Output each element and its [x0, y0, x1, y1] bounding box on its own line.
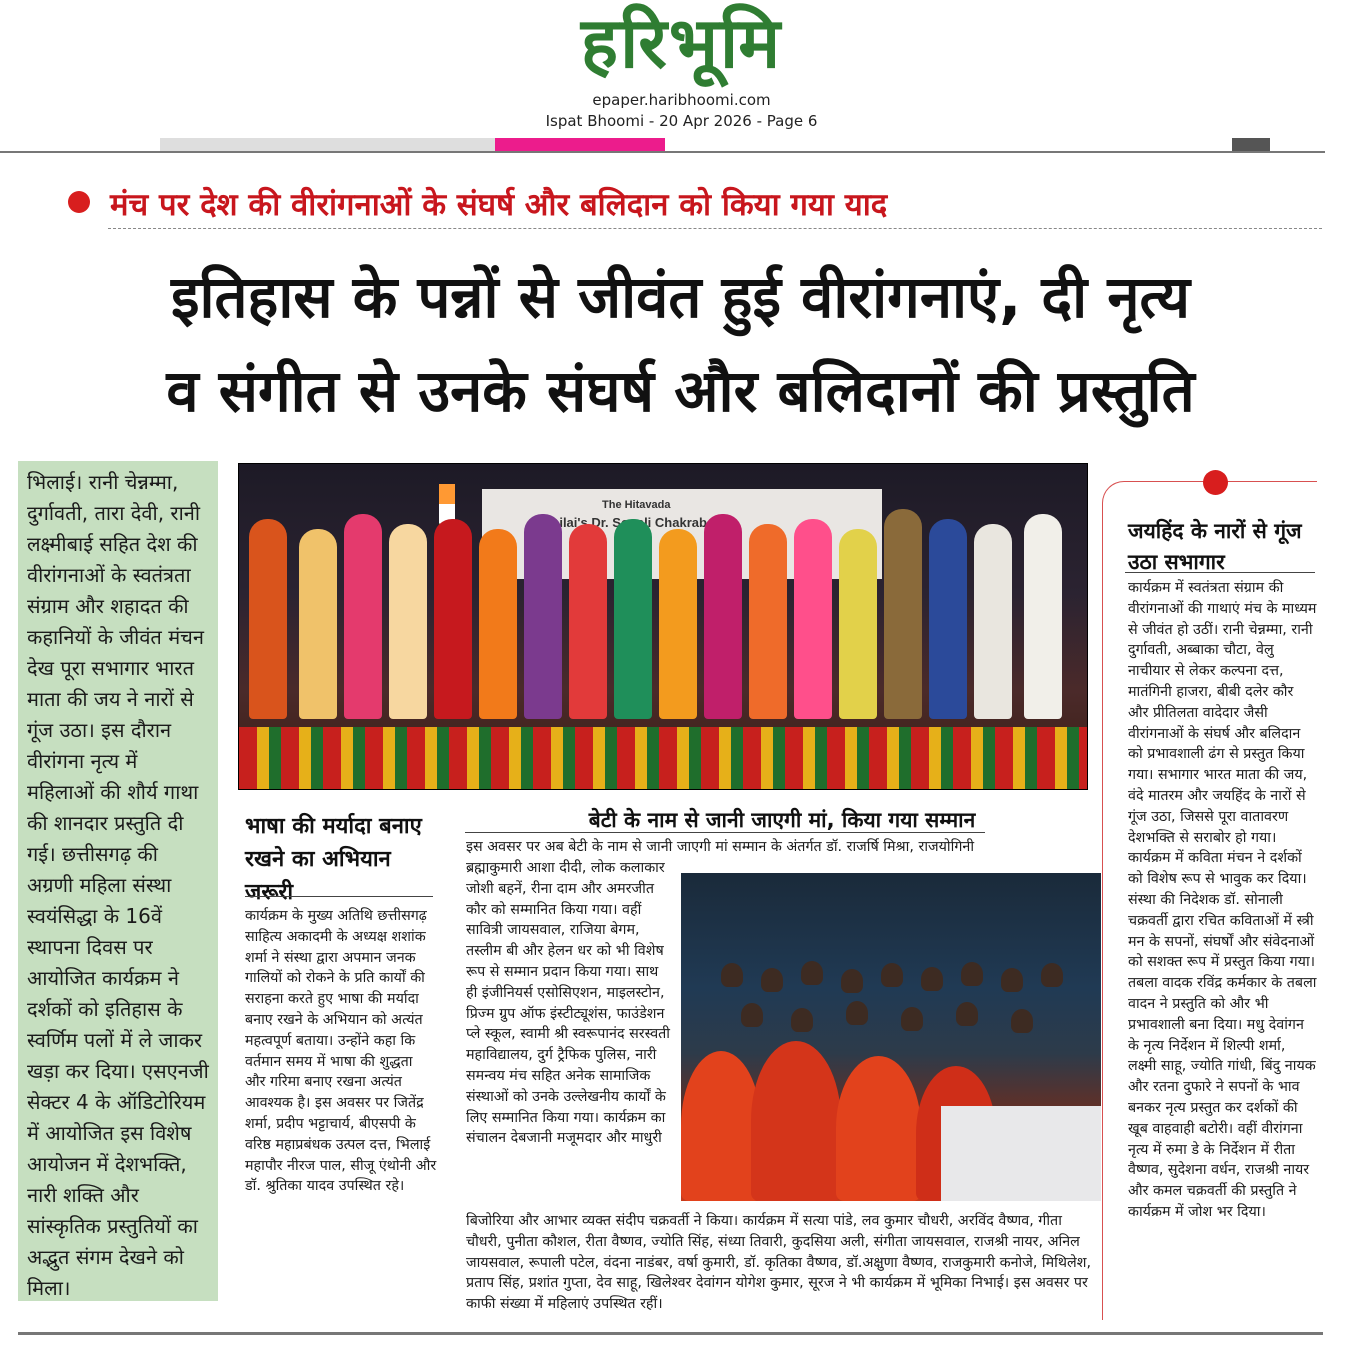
audience-member — [901, 1007, 923, 1031]
header-bar-dark — [1232, 138, 1270, 152]
audience-photo[interactable] — [681, 873, 1101, 1201]
audience-member — [836, 1056, 921, 1201]
header-bar-magenta — [495, 138, 665, 152]
header-divider — [0, 151, 1325, 153]
audience-member — [801, 961, 823, 985]
audience-member — [741, 1003, 763, 1027]
sidebar-bullet-icon — [1203, 470, 1228, 495]
edition-line: Ispat Bhoomi - 20 Apr 2026 - Page 6 — [545, 112, 818, 130]
heading-underline — [1125, 572, 1315, 573]
audience-member — [1001, 968, 1023, 992]
audience-member — [1041, 963, 1063, 987]
audience-member — [921, 967, 943, 991]
banner-line-2: Bhilai's Dr. Chakraborty — [542, 515, 732, 530]
kicker: मंच पर देश की वीरांगनाओं के संघर्ष और बलिदान को किया गया याद — [110, 187, 888, 223]
audience-member — [846, 1001, 868, 1025]
header-bar-grey — [160, 138, 495, 152]
newspaper-logo: हरिभूमि — [580, 1, 783, 84]
section-body-beti-1: इस अवसर पर अब बेटी के नाम से जानी जाएगी मां सम्मान के अंतर्गत डॉ. राजर्षि मिश्रा, राजयोगिनी — [466, 839, 975, 855]
kicker-rule — [108, 228, 1322, 229]
performer — [794, 519, 832, 719]
audience-member — [841, 969, 863, 993]
intro-column: भिलाई। रानी चेन्नम्मा, दुर्गावती, तारा देवी, रानी लक्ष्मीबाई सहित देश की वीरांगनाओं के स्वतंत्रता संग्राम और शहादत की कहानियों के जीवंत मंचन देख पूरा सभागार भारत माता की जय ने नारों से गूंज उठा। इस दौरान वीरांगना नृत्य में महिलाओं की शौर्य गाथा की शानदार प्रस्तुति दी गई। छत्तीसगढ़ की अग्रणी महिला संस्था स्वयंसिद्धा के 16वें स्थापना दिवस पर आयोजित कार्यक्रम ने दर्शकों को इतिहास के स्वर्णिम पलों में ले जाकर खड़ा कर दिया। एसएनजी सेक्टर 4 के ऑडिटोरियम में आयोजित इस विशेष आयोजन में देशभक्ति, नारी शक्ति और सांस्कृतिक प्रस्तुतियों का अद्भुत संगम देखने को मिला। — [18, 461, 218, 1301]
performer — [249, 519, 287, 719]
site-url[interactable]: epaper.haribhoomi.com — [592, 91, 771, 109]
performer — [614, 519, 652, 719]
performer — [974, 524, 1012, 719]
audience-member — [721, 963, 743, 987]
section-body-beti-2: ब्रह्माकुमारी आशा दीदी, लोक कलाकार जोशी बहनें, रीना दाम और अमरजीत कौर को सम्मानित किया गया। वहीं सावित्री जायसवाल, राजिया बेगम, तस्लीम बी और हेलन धर को भी विशेष रूप से सम्मान प्रदान किया गया। साथ ही इंजीनियर्स एसोसिएशन, माइलस्टोन, प्रिज्म ग्रुप ऑफ इंस्टीट्यूशंस, फाउंडेशन प्ले स्कूल, स्वामी श्री स्वरूपानंद सरस्वती महाविद्यालय, दुर्ग ट्रैफिक पुलिस, नारी समन्वय मंच सहित अनेक सामाजिक संस्थाओं को उनके उल्लेखनीय कार्यों के लिए सम्मानित किया गया। कार्यक्रम का संचालन देबजानी मजूमदार और माधुरी — [466, 860, 670, 1147]
headline-line-1: इतिहास के पन्नों से जीवंत हुई वीरांगनाएं, दी नृत्य — [170, 263, 1190, 331]
audience-member — [751, 1041, 841, 1201]
audience-member — [681, 1051, 761, 1201]
section-body-jayhind: कार्यक्रम में स्वतंत्रता संग्राम की वीरांगनाओं की गाथाएं मंच के माध्यम से जीवंत हो उठीं। रानी चेन्नम्मा, रानी दुर्गावती, अब्बाका चौटा, वेलु नाचीयार से लेकर कल्पना दत्त, मातंगिनी हाजरा, बीबी दलेर कौर और प्रीतिलता वादेदार जैसी वीरांगनाओं के संघर्ष और बलिदान को प्रभावशाली ढंग से प्रस्तुत किया गया। सभागार भारत माता की जय, वंदे मातरम और जयहिंद के नारों से गूंज उठा, जिससे पूरा वातावरण देशभक्ति से सराबोर हो गया। कार्यक्रम में कविता मंचन ने दर्शकों को विशेष रूप से भावुक कर दिया। संस्था की निदेशक डॉ. सोनाली चक्रवर्ती द्वारा रचित कविताओं में स्त्री मन के सपनों, संघर्षों और संवेदनाओं को सशक्त रूप में प्रस्तुत किया गया। तबला वादक रविंद्र कर्मकार के तबला वादन ने प्रस्तुति को और भी प्रभावशाली बना दिया। मधु देवांगन के नृत्य निर्देशन में शिल्पी शर्मा, लक्ष्मी साहू, ज्योति गांधी, बिंदु नायक और रतना दुफारे ने सपनों के भाव बनकर नृत्य प्रस्तुत कर दर्शकों की खूब वाहवाही बटोरी। वहीं वीरांगना नृत्य में रुमा डे के निर्देशन में रीता वैष्णव, सुदेशना वर्धन, राजश्री नायर और कमल चक्रवर्ती की प्रस्तुति ने कार्यक्रम में जोश भर दिया। — [1128, 580, 1317, 1220]
performer — [704, 514, 742, 719]
performer — [524, 514, 562, 719]
performer — [389, 524, 427, 719]
performer — [884, 509, 922, 719]
audience-member — [881, 963, 903, 987]
banner-line-1: The Hitavada — [602, 499, 671, 511]
section-heading-jayhind: जयहिंद के नारों से गूंज उठा सभागार — [1128, 519, 1302, 574]
headline — [28, 250, 1333, 450]
kicker-bullet-icon — [68, 191, 90, 213]
section-heading-beti: बेटी के नाम से जानी जाएगी मां, किया गया सम्मान — [588, 808, 976, 832]
performer — [569, 524, 607, 719]
audience-member — [956, 1002, 978, 1026]
audience-member — [961, 962, 983, 986]
section-body-bhasha: कार्यक्रम के मुख्य अतिथि छत्तीसगढ़ साहित्य अकादमी के अध्यक्ष शशांक शर्मा ने संस्था द्वारा अपमान जनक गालियों को रोकने के प्रति कार्यों की सराहना करते हुए भाषा की मर्यादा बनाए रखने के अभियान को अत्यंत महत्वपूर्ण बताया। उन्होंने कहा कि वर्तमान समय में भाषा की शुद्धता और गरिमा बनाए रखना अत्यंत आवश्यक है। इस अवसर पर जितेंद्र शर्मा, प्रदीप भट्टाचार्य, बीएसपी के वरिष्ठ महाप्रबंधक उत्पल दत्त, भिलाई महापौर नीरज पाल, सीजू एंथोनी और डॉ. श्रुतिका यादव उपस्थित रहे। — [245, 908, 437, 1195]
flower-decoration — [239, 727, 1087, 789]
heading-underline — [465, 832, 985, 833]
audience-member — [761, 968, 783, 992]
performer — [434, 519, 472, 719]
stage-performance-photo[interactable] — [238, 463, 1088, 790]
performer — [929, 519, 967, 719]
section-heading-bhasha: भाषा की मर्यादा बनाए रखने का अभियान जरूरी — [245, 814, 422, 905]
performer — [1024, 514, 1062, 719]
performer — [479, 529, 517, 719]
performer — [839, 529, 877, 719]
footer-divider — [18, 1332, 1323, 1335]
performer — [299, 529, 337, 719]
section-body-beti-3: बिजोरिया और आभार व्यक्त संदीप चक्रवर्ती ने किया। कार्यक्रम में सत्या पांडे, लव कुमार चौधरी, अरविंद वैष्णव, गीता चौधरी, पुनीता कौशल, रीता वैष्णव, ज्योति सिंह, संध्या तिवारी, कुदसिया अली, संगीता जायसवाल, राजश्री नायर, अनिल जायसवाल, रूपाली पटेल, वंदना नाडंबर, वर्षा कुमारी, डॉ. कृतिका वैष्णव, डॉ.अक्षुणा वैष्णव, राजकुमारी कनोजे, मिथिलेश, प्रताप सिंह, प्रशांत गुप्ता, देव साहू, खिलेश्वर देवांगन योगेश कुमार, सूरज ने भी कार्यक्रम में भूमिका निभाई। इस अवसर पर काफी संख्या में महिलाएं उपस्थित रहीं। — [466, 1213, 1091, 1313]
performer — [659, 529, 697, 719]
table — [941, 1106, 1101, 1201]
performer — [749, 524, 787, 719]
performer — [344, 514, 382, 719]
heading-underline — [245, 896, 433, 897]
audience-member — [1011, 1009, 1033, 1033]
headline-line-2: व संगीत से उनके संघर्ष और बलिदानों की प्रस्तुति — [166, 357, 1195, 425]
audience-member — [791, 1008, 813, 1032]
